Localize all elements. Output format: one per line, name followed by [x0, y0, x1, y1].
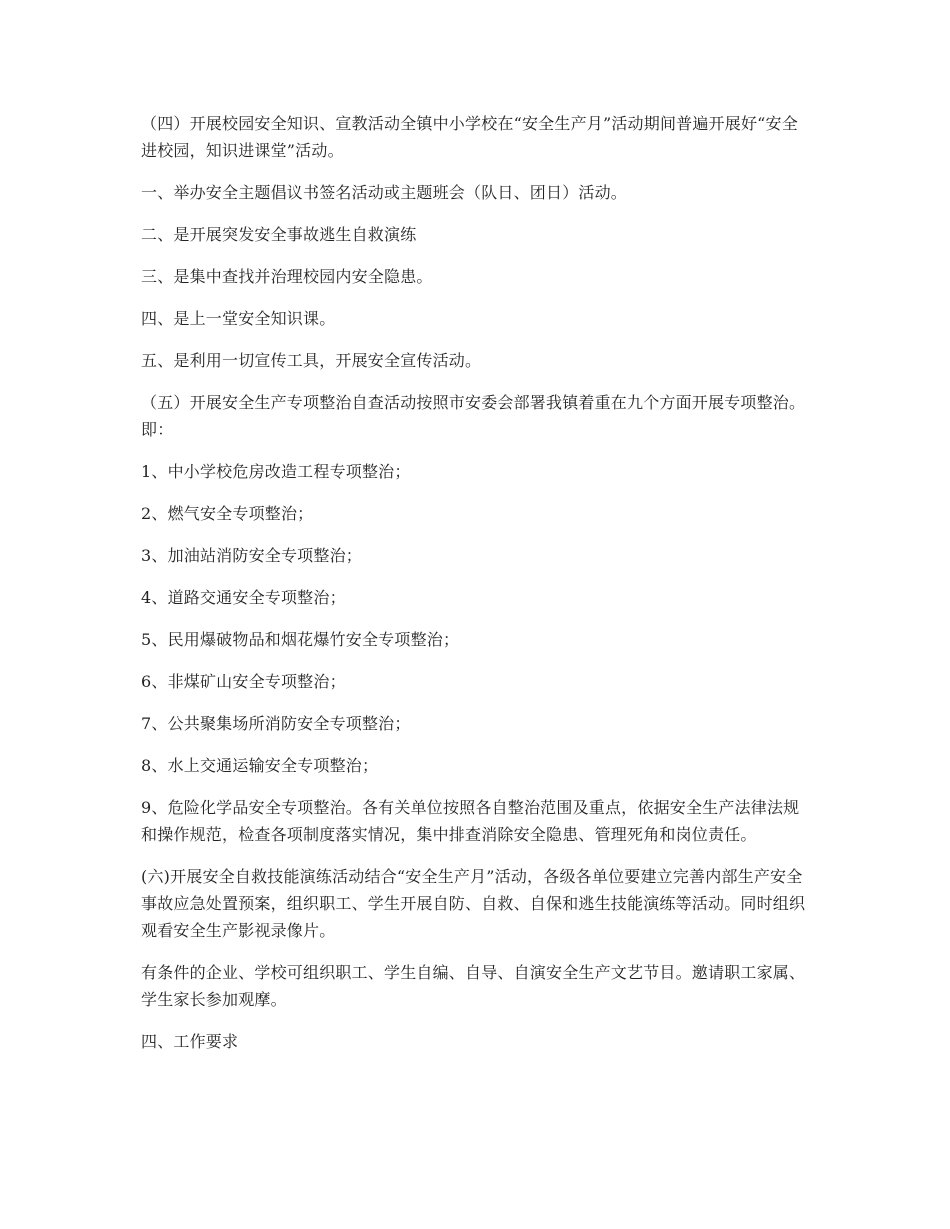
paragraph-rectification-5: 5、民用爆破物品和烟花爆竹安全专项整治； [141, 630, 460, 649]
paragraph-rectification-2: 2、燃气安全专项整治； [141, 504, 314, 523]
paragraph-item-1: 一、举办安全主题倡议书签名活动或主题班会（队日、团日）活动。 [141, 183, 628, 202]
document-page [141, 110, 813, 1070]
paragraph-rectification-4: 4、道路交通安全专项整治； [141, 588, 346, 607]
paragraph-school-safety-campaign: （四）开展校园安全知识、宣教活动全镇中小学校在“安全生产月”活动期间普遍开展好“安全进校园，知识进课堂”活动。 [141, 114, 798, 160]
paragraph-rectification-8: 8、水上交通运输安全专项整治； [141, 756, 379, 775]
paragraph-rectification-3: 3、加油站消防安全专项整治； [141, 546, 362, 565]
paragraph-performances: 有条件的企业、学校可组织职工、学生自编、自导、自演安全生产文艺节目。邀请职工家属、学生家长参加观摩。 [141, 963, 806, 1009]
paragraph-rectification-6: 6、非煤矿山安全专项整治； [141, 672, 346, 691]
paragraph-rectification-1: 1、中小学校危房改造工程专项整治； [141, 462, 411, 481]
paragraph-self-rescue-drills: (六)开展安全自救技能演练活动结合“安全生产月”活动，各级各单位要建立完善内部生产安全事故应急处置预案，组织职工、学生开展自防、自救、自保和逃生技能演练等活动。同时组织观看安全生产影视录像片。 [141, 867, 806, 940]
paragraph-rectification-7: 7、公共聚集场所消防安全专项整治； [141, 714, 411, 733]
paragraph-item-4: 四、是上一堂安全知识课。 [141, 309, 336, 328]
paragraph-special-rectification: （五）开展安全生产专项整治自查活动按照市安委会部署我镇着重在九个方面开展专项整治。即： [141, 393, 806, 439]
paragraph-item-2: 二、是开展突发安全事故逃生自救演练 [141, 225, 417, 244]
paragraph-item-5: 五、是利用一切宣传工具，开展安全宣传活动。 [141, 351, 482, 370]
section-heading-work-requirements: 四、工作要求 [141, 1032, 239, 1051]
paragraph-item-3: 三、是集中查找并治理校园内安全隐患。 [141, 267, 433, 286]
paragraph-rectification-9: 9、危险化学品安全专项整治。各有关单位按照各自整治范围及重点，依据安全生产法律法规和操作规范，检查各项制度落实情况，集中排查消除安全隐患、管理死角和岗位责任。 [141, 798, 800, 844]
